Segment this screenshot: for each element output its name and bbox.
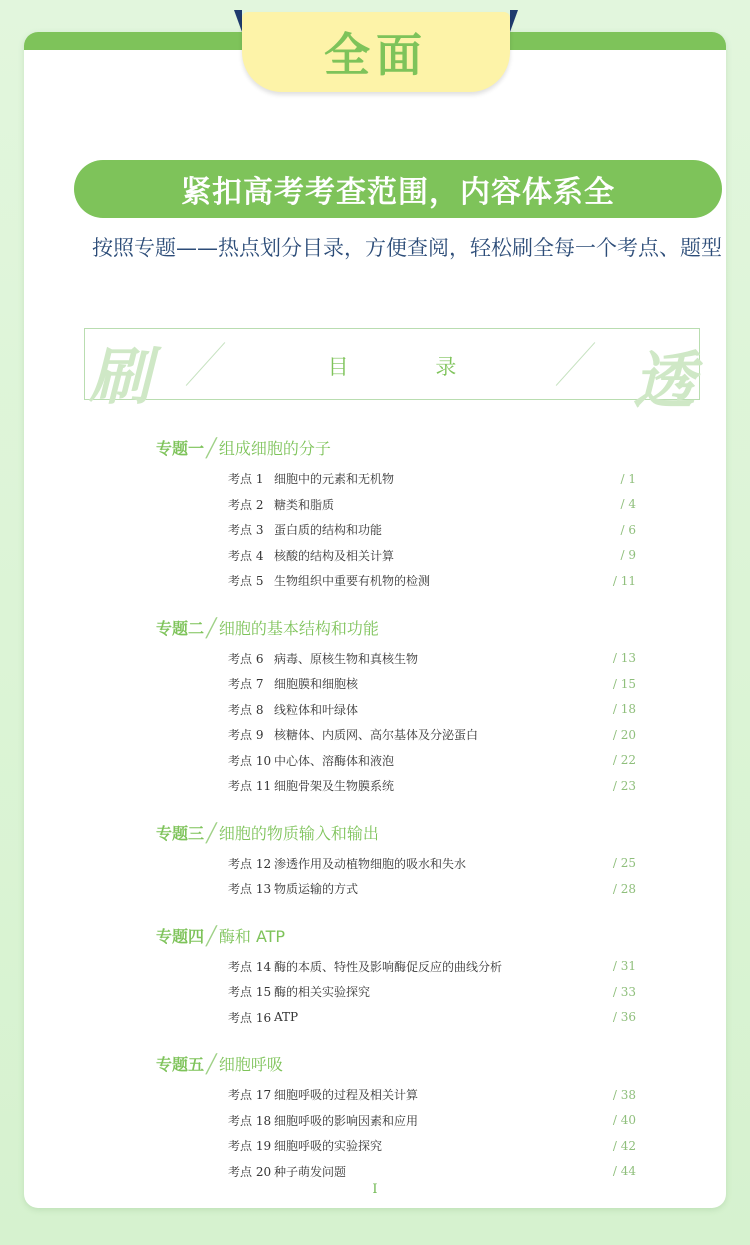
entry-number: 考点 3	[228, 523, 264, 538]
description-text: 按照专题——热点划分目录，方便查阅，轻松刷全每一个考点、题型	[92, 236, 722, 260]
tab-title: 全面	[324, 28, 428, 82]
brush-character-right: 透	[633, 344, 696, 417]
entry-title: 糖类和脂质	[274, 497, 335, 512]
entry-page: / 9	[620, 548, 636, 563]
entry-number: 考点 7	[228, 677, 264, 692]
toc-entry[interactable]	[156, 517, 636, 543]
section-heading	[156, 821, 636, 851]
section-label: 专题四	[156, 926, 205, 946]
entry-page: / 31	[612, 959, 636, 974]
entry-page: / 6	[620, 522, 636, 537]
toc-entry[interactable]	[156, 851, 636, 877]
entry-title: 物质运输的方式	[274, 882, 359, 897]
page-number: I	[372, 1182, 378, 1197]
headline-text: 紧扣高考考查范围，内容体系全	[181, 175, 615, 210]
toc-header	[84, 328, 700, 417]
entry-number: 考点 9	[228, 728, 264, 743]
entry-page: / 44	[612, 1164, 636, 1179]
toc-entry[interactable]	[156, 543, 636, 569]
entry-number: 考点 1	[228, 472, 264, 487]
section-title: 酶和 ATP	[218, 926, 286, 946]
entry-title: 细胞呼吸的过程及相关计算	[274, 1088, 419, 1103]
entry-title: 种子萌发问题	[274, 1164, 347, 1179]
section-title: 细胞的物质输入和输出	[218, 823, 379, 843]
entry-number: 考点 8	[228, 702, 264, 717]
toc-entry[interactable]	[156, 979, 636, 1005]
toc-entry[interactable]	[156, 492, 636, 518]
entry-number: 考点 10	[228, 753, 272, 768]
entry-number: 考点 5	[228, 574, 264, 589]
entry-page: / 36	[612, 1010, 636, 1025]
section-separator: ╱	[206, 438, 217, 459]
section-heading	[156, 436, 636, 466]
entry-page: / 28	[612, 881, 636, 896]
entry-page: / 40	[612, 1113, 636, 1128]
section-heading	[156, 1052, 636, 1082]
toc-section	[156, 924, 636, 1031]
entry-page: / 23	[612, 778, 636, 793]
entry-page: / 42	[612, 1138, 636, 1153]
entry-page: / 13	[612, 651, 636, 666]
entry-title: 酶的相关实验探究	[274, 985, 371, 1000]
entry-number: 考点 19	[228, 1139, 272, 1154]
entry-number: 考点 14	[228, 959, 272, 974]
entry-page: / 11	[612, 573, 636, 588]
toc-entry[interactable]	[156, 1133, 636, 1159]
entry-title: 蛋白质的结构和功能	[274, 523, 383, 538]
toc-section	[156, 436, 636, 594]
entry-title: 线粒体和叶绿体	[274, 702, 359, 717]
entry-title: 细胞呼吸的影响因素和应用	[274, 1113, 419, 1128]
entry-page: / 15	[612, 676, 636, 691]
section-heading	[156, 924, 636, 954]
entry-title: 细胞骨架及生物膜系统	[274, 779, 395, 794]
entry-title: 酶的本质、特性及影响酶促反应的曲线分析	[274, 959, 503, 974]
section-label: 专题一	[156, 439, 205, 458]
toc-entry[interactable]	[156, 466, 636, 492]
entry-page: / 33	[612, 984, 636, 999]
toc-section	[156, 821, 636, 902]
tab-fold-right	[510, 10, 518, 32]
section-label: 专题二	[156, 618, 205, 638]
entry-title: 细胞中的元素和无机物	[274, 472, 395, 487]
section-title: 组成细胞的分子	[218, 439, 331, 458]
toc-entry[interactable]	[156, 646, 636, 672]
entry-number: 考点 13	[228, 882, 272, 897]
section-separator: ╱	[206, 822, 217, 844]
toc-entry[interactable]	[156, 671, 636, 697]
entry-number: 考点 17	[228, 1088, 272, 1103]
toc-entry[interactable]	[156, 748, 636, 774]
toc-entry[interactable]	[156, 954, 636, 980]
headline-banner	[74, 160, 722, 218]
entry-number: 考点 20	[228, 1164, 272, 1179]
table-of-contents	[156, 436, 636, 1206]
entry-title: 核糖体、内质网、高尔基体及分泌蛋白	[274, 728, 479, 743]
entry-number: 考点 11	[228, 779, 272, 794]
entry-title: ATP	[274, 1010, 299, 1025]
entry-number: 考点 16	[228, 1010, 272, 1025]
tab-fold-left	[234, 10, 242, 32]
entry-title: 细胞膜和细胞核	[274, 677, 359, 692]
section-separator: ╱	[206, 1054, 217, 1075]
entry-page: / 4	[620, 497, 636, 512]
entry-title: 核酸的结构及相关计算	[274, 548, 395, 563]
toc-entry[interactable]	[156, 1005, 636, 1031]
entry-page: / 25	[612, 856, 636, 871]
toc-entry[interactable]	[156, 568, 636, 594]
section-label: 专题五	[156, 1055, 205, 1074]
entry-title: 病毒、原核生物和真核生物	[274, 651, 419, 666]
section-separator: ╱	[206, 617, 217, 639]
toc-title: 目 录	[327, 355, 497, 379]
toc-entry[interactable]	[156, 876, 636, 902]
entry-title: 生物组织中重要有机物的检测	[274, 574, 431, 589]
entry-title: 渗透作用及动植物细胞的吸水和失水	[274, 856, 467, 871]
entry-page: / 1	[620, 471, 636, 486]
entry-page: / 20	[612, 727, 636, 742]
section-title: 细胞的基本结构和功能	[218, 618, 379, 638]
toc-entry[interactable]	[156, 773, 636, 799]
toc-section	[156, 1052, 636, 1184]
section-heading	[156, 616, 636, 646]
toc-entry[interactable]	[156, 1159, 636, 1185]
section-title: 细胞呼吸	[218, 1055, 283, 1074]
toc-entry[interactable]	[156, 722, 636, 748]
entry-number: 考点 4	[228, 548, 264, 563]
brush-character-left: 刷	[89, 340, 152, 413]
toc-entry[interactable]	[156, 697, 636, 723]
entry-number: 考点 15	[228, 985, 272, 1000]
feature-tab	[242, 12, 510, 92]
entry-number: 考点 18	[228, 1113, 272, 1128]
entry-number: 考点 12	[228, 856, 272, 871]
entry-number: 考点 2	[228, 497, 264, 512]
content-card	[24, 32, 726, 1208]
toc-entry[interactable]	[156, 1108, 636, 1134]
entry-title: 中心体、溶酶体和液泡	[274, 753, 395, 768]
section-separator: ╱	[206, 925, 217, 947]
entry-page: / 38	[612, 1087, 636, 1102]
section-label: 专题三	[156, 823, 205, 843]
entry-title: 细胞呼吸的实验探究	[274, 1139, 383, 1154]
toc-entry[interactable]	[156, 1082, 636, 1108]
entry-page: / 22	[612, 753, 636, 768]
entry-page: / 18	[612, 702, 636, 717]
entry-number: 考点 6	[228, 651, 264, 666]
toc-section	[156, 616, 636, 799]
